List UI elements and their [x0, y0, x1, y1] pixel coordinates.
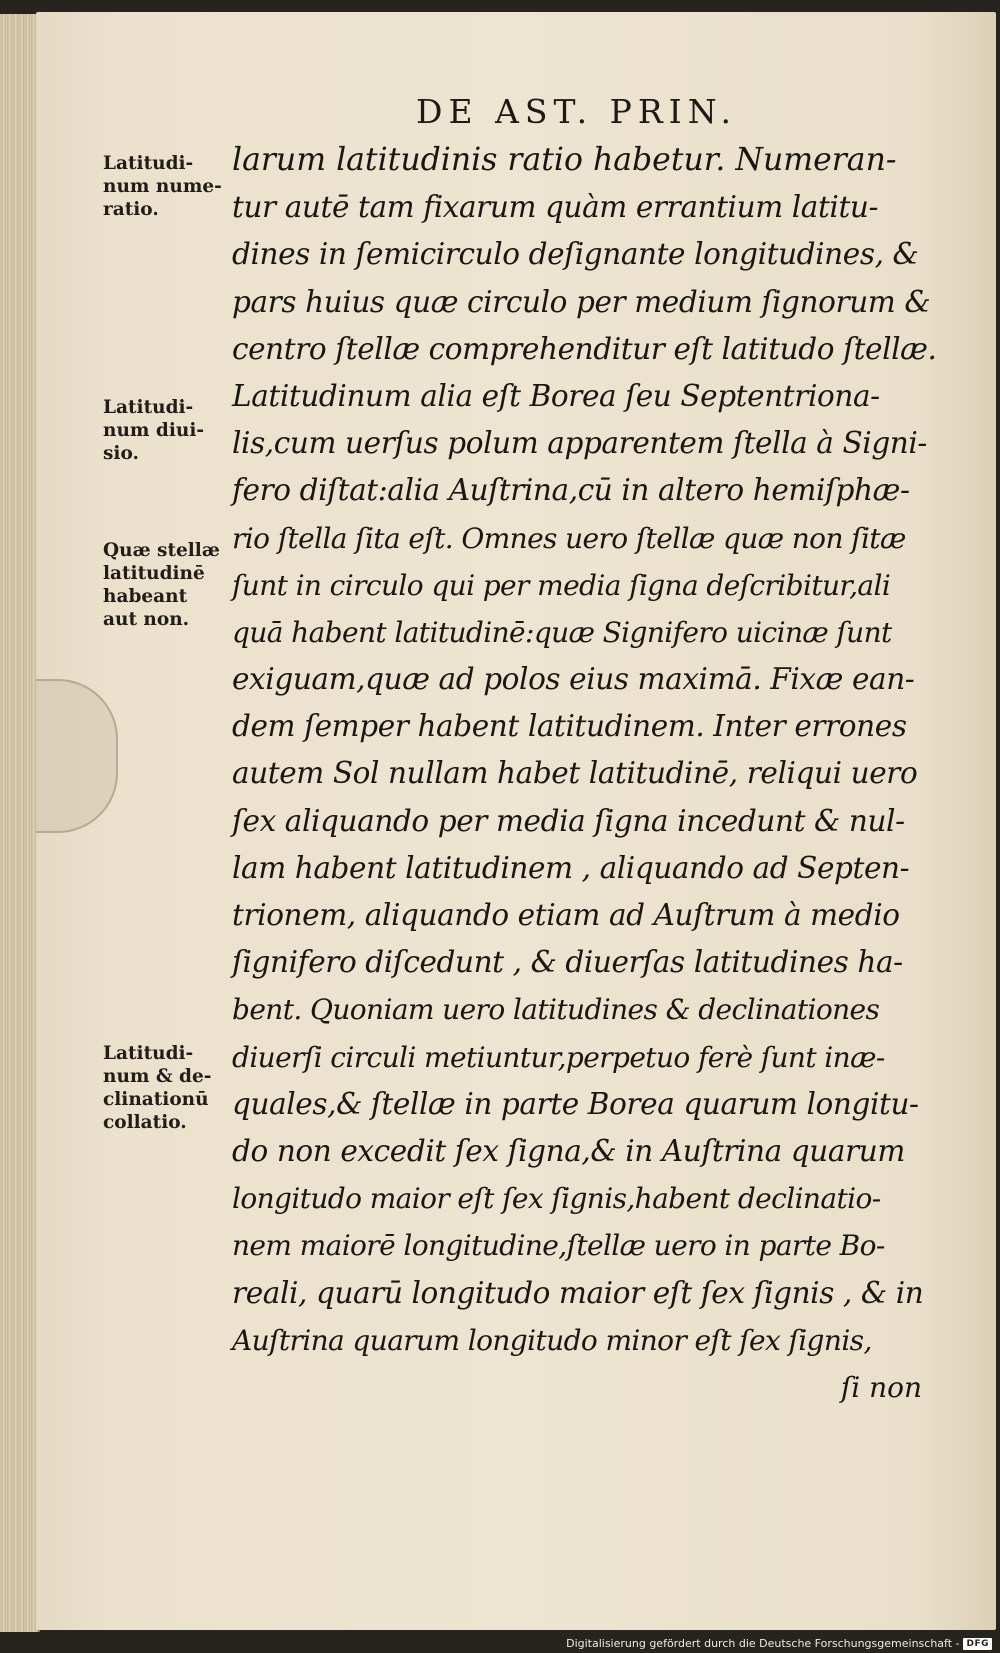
- text-line: longitudo maior eſt ſex ſignis,habent declinatio-: [232, 1182, 881, 1216]
- text-line: dines in ſemicirculo deſignante longitudines, &: [232, 237, 919, 272]
- page-clip: [36, 679, 118, 833]
- text-line: ſex aliquando per media ſigna incedunt & nul-: [232, 803, 905, 838]
- running-head: DE AST. PRIN.: [416, 92, 737, 131]
- body-text: [232, 137, 952, 1411]
- text-line: pars huius quæ circulo per medium ſignorum &: [232, 284, 931, 319]
- page-stack-edge: [0, 14, 40, 1632]
- text-line: diuerſi circuli metiuntur,perpetuo ferè ſunt inæ-: [232, 1040, 885, 1074]
- margin-note-latitude-enumeration: [103, 152, 238, 221]
- margin-note-line: clinationū: [103, 1089, 209, 1110]
- text-line: centro ſtellæ comprehenditur eſt latitudo ſtellæ.: [232, 331, 937, 366]
- margin-note-line: aut non.: [103, 609, 190, 630]
- margin-note-line: num diui-: [103, 420, 205, 441]
- text-line: tur autē tam fixarum quàm errantium latitu-: [232, 190, 879, 225]
- margin-note-line: num & de-: [103, 1066, 212, 1087]
- text-line: Latitudinum alia eſt Borea ſeu Septentriona-: [232, 378, 880, 413]
- credit-text: Digitalisierung gefördert durch die Deutsche Forschungsgemeinschaft -: [566, 1637, 960, 1650]
- margin-note-line: Latitudi-: [103, 153, 194, 174]
- text-line: larum latitudinis ratio habetur. Numeran-: [232, 142, 897, 178]
- text-line: lam habent latitudinem , aliquando ad Septen-: [232, 850, 910, 885]
- margin-note-line: ratio.: [103, 199, 159, 220]
- text-line: exiguam,quæ ad polos eius maximā. Fixæ ean-: [232, 662, 915, 697]
- text-line: lis,cum uerſus polum apparentem ſtella à Signi-: [232, 426, 928, 461]
- text-line: autem Sol nullam habet latitudinē, reliqui uero: [232, 756, 918, 791]
- text-line: bent. Quoniam uero latitudines & declinationes: [232, 993, 880, 1027]
- margin-note-line: Latitudi-: [103, 1043, 194, 1064]
- margin-note-line: habeant: [103, 586, 188, 607]
- text-line: quā habent latitudinē:quæ Signifero uicinæ ſunt: [232, 615, 892, 649]
- margin-note-latitude-division: [103, 396, 238, 465]
- margin-note-line: Quæ stellæ: [103, 540, 220, 561]
- text-line: trionem, aliquando etiam ad Auſtrum à medio: [232, 898, 900, 932]
- catchword: ſi non: [840, 1370, 922, 1404]
- text-line: ſunt in circulo qui per media ſigna deſcribitur,ali: [232, 568, 891, 602]
- text-line: rio ſtella ſita eſt. Omnes uero ſtellæ quæ non ſitæ: [232, 521, 906, 555]
- margin-note-line: collatio.: [103, 1112, 187, 1133]
- margin-note-line: sio.: [103, 443, 139, 464]
- text-line: reali, quarū longitudo maior eſt ſex ſignis , & in: [232, 1275, 924, 1310]
- text-line: quales,& ſtellæ in parte Borea quarum longitu-: [232, 1086, 919, 1121]
- margin-note-line: num nume-: [103, 176, 222, 197]
- text-line: nem maiorē longitudine,ſtellæ uero in parte Bo-: [232, 1229, 885, 1263]
- dfg-logo: DFG: [963, 1638, 992, 1650]
- text-line: Auſtrina quarum longitudo minor eſt ſex ſignis,: [232, 1323, 872, 1357]
- margin-note-line: latitudinē: [103, 563, 205, 584]
- text-line: fero diſtat:alia Auſtrina,cū in altero hemiſphæ-: [232, 473, 910, 508]
- text-line: do non excedit ſex ſigna,& in Auſtrina quarum: [232, 1133, 905, 1168]
- text-line: ſignifero diſcedunt , & diuerſas latitudines ha-: [232, 945, 903, 980]
- margin-note-stars-latitude: [103, 539, 238, 631]
- text-line: dem ſemper habent latitudinem. Inter errones: [232, 709, 907, 744]
- digitization-credit: [566, 1637, 992, 1650]
- margin-note-line: Latitudi-: [103, 397, 194, 418]
- margin-note-latitude-declination-comparison: [103, 1042, 238, 1134]
